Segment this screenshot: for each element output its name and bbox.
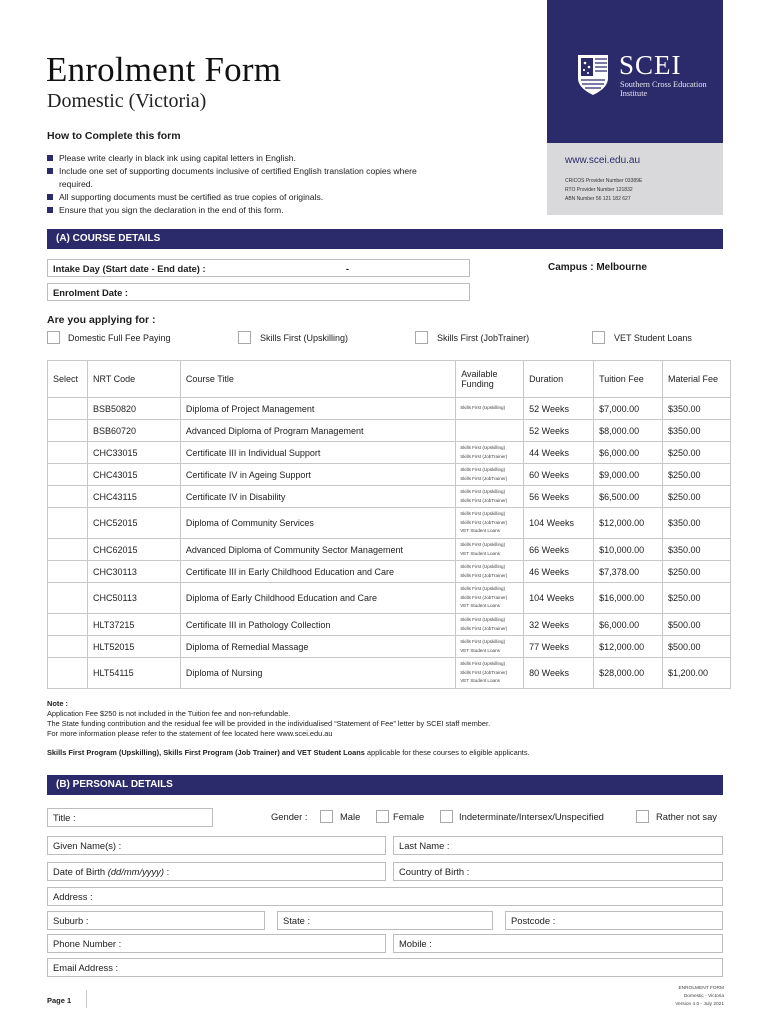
phone-number-field[interactable]: Phone Number : (47, 934, 386, 953)
note-line: For more information please refer to the statement of fee located here www.scei.edu.au (47, 729, 333, 738)
table-row (48, 398, 731, 420)
note-line: The State funding contribution and the residual fee will be provided in the individualised “Statement of Fee” letter by SCEI staff member. (47, 719, 491, 728)
course-title-cell: Diploma of Nursing (180, 658, 455, 689)
table-row (48, 658, 731, 689)
bullet-square-icon (47, 168, 53, 174)
table-row (48, 442, 731, 464)
brand-subtitle: Southern Cross Education Institute (620, 80, 707, 98)
state-field[interactable]: State : (277, 911, 493, 930)
col-header-tuition-fee: Tuition Fee (594, 361, 663, 398)
nrt-code-cell: CHC30113 (87, 561, 180, 583)
gender-rather-not-say-checkbox[interactable] (636, 810, 649, 823)
tuition-fee-cell: $9,000.00 (594, 464, 663, 486)
table-row (48, 636, 731, 658)
funding-cell (456, 464, 524, 486)
note-line: Application Fee $250 is not included in the Tuition fee and non-refundable. (47, 709, 291, 718)
funding-option: Skills First (JobTrainer) (460, 669, 508, 675)
postcode-field[interactable]: Postcode : (505, 911, 723, 930)
duration-cell: 32 Weeks (524, 614, 594, 636)
material-fee-cell: $500.00 (663, 636, 731, 658)
col-header-material-fee: Material Fee (663, 361, 731, 398)
skills-first-upskilling-checkbox[interactable] (238, 331, 251, 344)
funding-cell (456, 486, 524, 508)
domestic-full-fee-checkbox[interactable] (47, 331, 60, 344)
col-header-funding: Available Funding (456, 361, 524, 398)
page-title: Enrolment Form (46, 50, 282, 89)
tuition-fee-cell: $12,000.00 (594, 636, 663, 658)
skills-first-jobtrainer-checkbox[interactable] (415, 331, 428, 344)
funding-cell (456, 583, 524, 614)
funding-cell (456, 420, 524, 442)
funding-option: Skills First (Upskilling) (460, 661, 506, 667)
dob-format-hint: (dd/mm/yyyy) (107, 866, 164, 877)
material-fee-cell: $350.00 (663, 508, 731, 539)
material-fee-cell: $350.00 (663, 398, 731, 420)
material-fee-cell: $350.00 (663, 420, 731, 442)
page-number: Page 1 (47, 996, 72, 1005)
material-fee-cell: $250.00 (663, 442, 731, 464)
funding-cell (456, 508, 524, 539)
table-row (48, 508, 731, 539)
funding-option: VET Student Loans (460, 528, 500, 534)
tuition-fee-cell: $10,000.00 (594, 539, 663, 561)
eligibility-note: Skills First Program (Upskilling), Skills First Program (Job Trainer) and VET Student Loans applicable for these courses to eligible applicants. (47, 748, 530, 757)
duration-cell: 52 Weeks (524, 398, 594, 420)
course-title-cell: Certificate III in Pathology Collection (180, 614, 455, 636)
funding-option: Skills First (Upskilling) (460, 489, 506, 494)
course-title-cell: Advanced Diploma of Program Management (180, 420, 455, 442)
nrt-code-cell: CHC43015 (87, 464, 180, 486)
table-row (48, 583, 731, 614)
course-select-cell[interactable] (48, 583, 88, 614)
intake-day-label: Intake Day (Start date - End date) : (53, 262, 206, 274)
gender-male-label: Male (340, 811, 361, 822)
title-field[interactable]: Title : (47, 808, 213, 827)
bullet-square-icon (47, 155, 53, 161)
col-header-duration: Duration (524, 361, 594, 398)
duration-cell: 46 Weeks (524, 561, 594, 583)
funding-cell (456, 658, 524, 689)
contact-panel (547, 143, 723, 215)
col-header-nrt-code: NRT Code (87, 361, 180, 398)
tuition-fee-cell: $6,000.00 (594, 614, 663, 636)
gender-rather-not-say-label: Rather not say (656, 811, 717, 822)
duration-cell: 104 Weeks (524, 508, 594, 539)
course-select-cell[interactable] (48, 561, 88, 583)
course-table-body (48, 398, 731, 689)
material-fee-cell: $250.00 (663, 561, 731, 583)
tuition-fee-cell: $6,000.00 (594, 442, 663, 464)
funding-option: Skills First (JobTrainer) (460, 475, 508, 481)
mobile-field[interactable]: Mobile : (393, 934, 723, 953)
funding-option: Skills First (JobTrainer) (460, 453, 508, 459)
instruction-item: Please write clearly in black ink using capital letters in English. (47, 152, 447, 165)
rto-number: RTO Provider Number 121832 (565, 187, 633, 193)
intake-separator: - (345, 262, 349, 274)
tuition-fee-cell: $12,000.00 (594, 508, 663, 539)
duration-cell: 80 Weeks (524, 658, 594, 689)
funding-option: Skills First (Upskilling) (460, 542, 506, 547)
instructions-list (47, 152, 447, 217)
course-title-cell: Certificate III in Early Childhood Education and Care (180, 561, 455, 583)
funding-option: Skills First (Upskilling) (460, 511, 506, 517)
funding-option: Skills First (JobTrainer) (460, 519, 508, 525)
course-select-cell[interactable] (48, 508, 88, 539)
funding-cell (456, 636, 524, 658)
funding-option: VET Student Loans (460, 678, 500, 684)
material-fee-cell: $500.00 (663, 614, 731, 636)
skills-first-upskilling-label: Skills First (Upskilling) (260, 333, 349, 343)
course-title-cell: Certificate IV in Ageing Support (180, 464, 455, 486)
gender-female-checkbox[interactable] (376, 810, 389, 823)
gender-label: Gender : (271, 811, 308, 822)
footer-form-info: ENROLMENT FORM Domestic - Victoria Version 4.0 - July 2021 (675, 986, 724, 1007)
funding-option: Skills First (Upskilling) (460, 617, 506, 622)
course-select-cell[interactable] (48, 442, 88, 464)
gender-male-checkbox[interactable] (320, 810, 333, 823)
course-table (47, 360, 731, 689)
course-select-cell[interactable] (48, 486, 88, 508)
enrolment-date-label: Enrolment Date : (53, 286, 129, 298)
funding-cell (456, 614, 524, 636)
course-title-cell: Advanced Diploma of Community Sector Management (180, 539, 455, 561)
col-header-select: Select (48, 361, 88, 398)
funding-option: VET Student Loans (460, 550, 500, 556)
domestic-full-fee-label: Domestic Full Fee Paying (68, 333, 171, 343)
note-heading: Note : (47, 699, 68, 708)
tuition-fee-cell: $16,000.00 (594, 583, 663, 614)
intake-day-field[interactable] (47, 259, 470, 277)
funding-option: Skills First (JobTrainer) (460, 497, 508, 503)
nrt-code-cell: CHC33015 (87, 442, 180, 464)
material-fee-cell: $350.00 (663, 539, 731, 561)
duration-cell: 66 Weeks (524, 539, 594, 561)
duration-cell: 104 Weeks (524, 583, 594, 614)
campus-label: Campus : Melbourne (548, 262, 647, 273)
duration-cell: 60 Weeks (524, 464, 594, 486)
funding-cell (456, 398, 524, 420)
vet-student-loans-checkbox[interactable] (592, 331, 605, 344)
brand-logo-text: SCEI (619, 50, 682, 80)
nrt-code-cell: CHC62015 (87, 539, 180, 561)
funding-option: Skills First (Upskilling) (460, 586, 506, 592)
footer-divider (86, 990, 87, 1008)
funding-option: Skills First (Upskilling) (460, 564, 506, 569)
howto-heading: How to Complete this form (47, 130, 181, 142)
course-title-cell: Diploma of Community Services (180, 508, 455, 539)
duration-cell: 52 Weeks (524, 420, 594, 442)
tuition-fee-cell: $7,378.00 (594, 561, 663, 583)
course-select-cell[interactable] (48, 614, 88, 636)
bullet-square-icon (47, 207, 53, 213)
course-select-cell[interactable] (48, 398, 88, 420)
course-select-cell[interactable] (48, 539, 88, 561)
duration-cell: 44 Weeks (524, 442, 594, 464)
table-row (48, 464, 731, 486)
nrt-code-cell: HLT52015 (87, 636, 180, 658)
nrt-code-cell: BSB50820 (87, 398, 180, 420)
course-title-cell: Certificate IV in Disability (180, 486, 455, 508)
table-row (48, 539, 731, 561)
funding-cell (456, 442, 524, 464)
nrt-code-cell: CHC52015 (87, 508, 180, 539)
instruction-item: All supporting documents must be certified as true copies of originals. (47, 191, 447, 204)
material-fee-cell: $250.00 (663, 583, 731, 614)
funding-option: VET Student Loans (460, 603, 500, 609)
material-fee-cell: $250.00 (663, 464, 731, 486)
nrt-code-cell: HLT54115 (87, 658, 180, 689)
table-header-row (48, 361, 731, 398)
funding-option: Skills First (Upskilling) (460, 405, 506, 411)
course-title-cell: Diploma of Remedial Massage (180, 636, 455, 658)
abn-number: ABN Number 56 121 182 627 (565, 196, 631, 202)
funding-option: Skills First (JobTrainer) (460, 625, 508, 631)
instruction-item: Include one set of supporting documents inclusive of certified English translation copies where required. (47, 165, 447, 191)
vet-student-loans-label: VET Student Loans (614, 333, 692, 343)
table-row (48, 561, 731, 583)
brand-panel (547, 0, 723, 143)
nrt-code-cell: HLT37215 (87, 614, 180, 636)
course-select-cell[interactable] (48, 636, 88, 658)
bullet-square-icon (47, 194, 53, 200)
course-title-cell: Certificate III in Individual Support (180, 442, 455, 464)
funding-option: Skills First (JobTrainer) (460, 594, 508, 600)
instruction-item: Ensure that you sign the declaration in the end of this form. (47, 204, 447, 217)
enrolment-date-field[interactable] (47, 283, 470, 301)
section-b-header: (B) PERSONAL DETAILS (47, 775, 723, 795)
page-subtitle: Domestic (Victoria) (47, 90, 207, 112)
tuition-fee-cell: $8,000.00 (594, 420, 663, 442)
course-title-cell: Diploma of Early Childhood Education and Care (180, 583, 455, 614)
material-fee-cell: $1,200.00 (663, 658, 731, 689)
last-name-field[interactable]: Last Name : (393, 836, 723, 855)
funding-option: VET Student Loans (460, 647, 500, 653)
table-row (48, 614, 731, 636)
gender-female-label: Female (393, 811, 425, 822)
course-title-cell: Diploma of Project Management (180, 398, 455, 420)
course-select-cell[interactable] (48, 658, 88, 689)
funding-cell (456, 561, 524, 583)
nrt-code-cell: CHC43115 (87, 486, 180, 508)
cricos-number: CRICOS Provider Number 03389E (565, 178, 643, 184)
tuition-fee-cell: $6,500.00 (594, 486, 663, 508)
skills-first-jobtrainer-label: Skills First (JobTrainer) (437, 333, 530, 343)
material-fee-cell: $250.00 (663, 486, 731, 508)
funding-option: Skills First (Upskilling) (460, 467, 506, 472)
suburb-field[interactable]: Suburb : (47, 911, 265, 930)
shield-logo-icon (577, 54, 609, 96)
nrt-code-cell: CHC50113 (87, 583, 180, 614)
tuition-fee-cell: $28,000.00 (594, 658, 663, 689)
table-row (48, 420, 731, 442)
gender-indeterminate-label: Indeterminate/Intersex/Unspecified (459, 811, 604, 822)
tuition-fee-cell: $7,000.00 (594, 398, 663, 420)
section-a-header: (A) COURSE DETAILS (47, 229, 723, 249)
funding-option: Skills First (JobTrainer) (460, 572, 508, 578)
duration-cell: 77 Weeks (524, 636, 594, 658)
apply-question: Are you applying for : (47, 314, 156, 326)
funding-option: Skills First (Upskilling) (460, 639, 506, 644)
address-field[interactable]: Address : (47, 887, 723, 906)
table-row (48, 486, 731, 508)
nrt-code-cell: BSB60720 (87, 420, 180, 442)
course-select-cell[interactable] (48, 420, 88, 442)
duration-cell: 56 Weeks (524, 486, 594, 508)
country-of-birth-field[interactable]: Country of Birth : (393, 862, 723, 881)
given-name-field[interactable]: Given Name(s) : (47, 836, 386, 855)
funding-option: Skills First (Upskilling) (460, 445, 506, 450)
course-select-cell[interactable] (48, 464, 88, 486)
col-header-course-title: Course Title (180, 361, 455, 398)
funding-cell (456, 539, 524, 561)
email-address-field[interactable]: Email Address : (47, 958, 723, 977)
gender-indeterminate-checkbox[interactable] (440, 810, 453, 823)
date-of-birth-field[interactable]: Date of Birth (dd/mm/yyyy) : (47, 862, 386, 881)
website-link[interactable]: www.scei.edu.au (565, 155, 641, 166)
